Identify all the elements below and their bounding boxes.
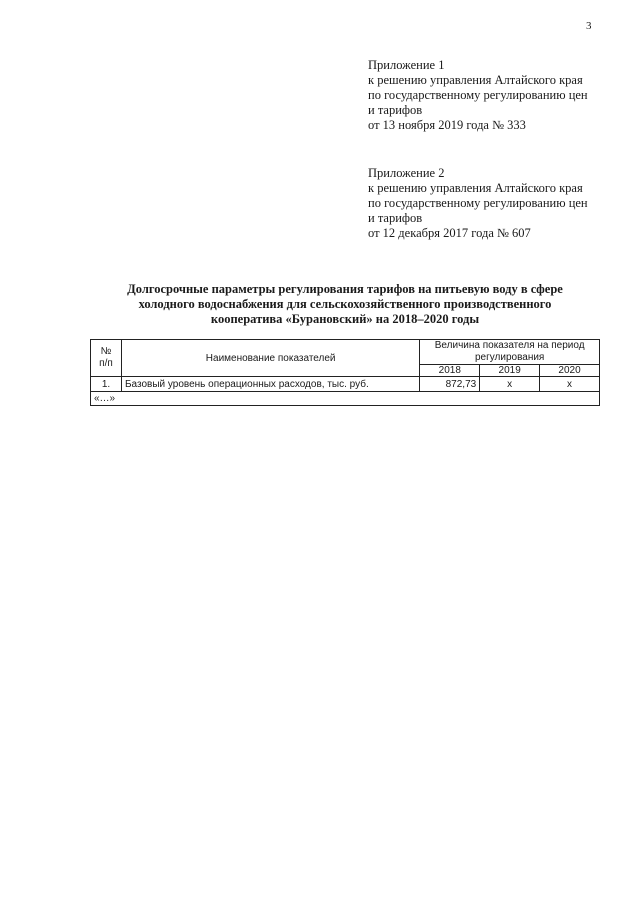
table-row	[91, 377, 600, 392]
appendix-2-line: к решению управления Алтайского края	[368, 181, 583, 195]
header-year-2018: 2018	[420, 365, 480, 377]
title-line: Долгосрочные параметры регулирования тарифов на питьевую воду в сфере	[127, 282, 563, 296]
appendix-1-line: по государственному регулированию цен	[368, 88, 588, 102]
row-value-2019: x	[480, 377, 540, 392]
header-indicator-name: Наименование показателей	[121, 340, 419, 377]
header-number	[91, 340, 122, 377]
table-continuation-row	[91, 392, 600, 406]
appendix-2-block	[368, 166, 618, 241]
title-line: холодного водоснабжения для сельскохозяйственного производственного	[138, 297, 552, 311]
continuation-mark: «…»	[91, 392, 600, 406]
table-header-row	[91, 340, 600, 365]
title-line: кооператива «Бурановский» на 2018–2020 годы	[210, 312, 480, 326]
row-value-2018: 872,73	[420, 377, 480, 392]
header-period-line: Величина показателя на период	[434, 340, 585, 351]
header-year-2020: 2020	[540, 365, 600, 377]
appendix-2-line: Приложение 2	[368, 166, 445, 180]
row-value-2020: x	[540, 377, 600, 392]
appendix-1-block	[368, 58, 618, 133]
appendix-1-line: к решению управления Алтайского края	[368, 73, 583, 87]
appendix-2-line: по государственному регулированию цен	[368, 196, 588, 210]
header-period	[420, 340, 600, 365]
appendix-2-line: от 12 декабря 2017 года № 607	[368, 226, 531, 240]
header-period-line: регулирования	[474, 352, 545, 363]
row-indicator-name: Базовый уровень операционных расходов, тыс. руб.	[121, 377, 419, 392]
appendix-1-line: Приложение 1	[368, 58, 445, 72]
header-year-2019: 2019	[480, 365, 540, 377]
appendix-1-line: и тарифов	[368, 103, 423, 117]
appendix-2-line: и тарифов	[368, 211, 423, 225]
header-number-line: №	[100, 346, 112, 357]
parameters-table	[90, 339, 600, 406]
row-number: 1.	[91, 377, 122, 392]
page-number: 3	[586, 20, 592, 32]
document-title	[92, 282, 598, 327]
header-number-line: п/п	[99, 358, 113, 369]
appendix-1-line: от 13 ноября 2019 года № 333	[368, 118, 526, 132]
